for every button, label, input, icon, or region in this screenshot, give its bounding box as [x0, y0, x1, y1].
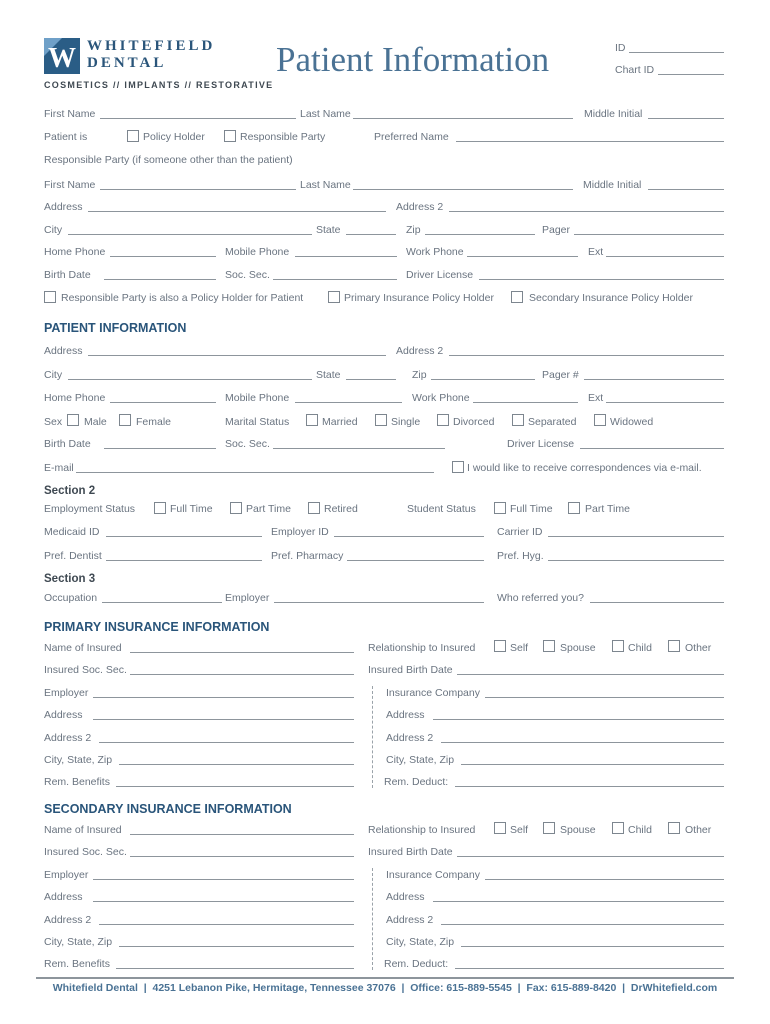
- chart-id-label: Chart ID: [615, 64, 655, 76]
- sex-label: Sex: [44, 416, 63, 428]
- pri-address-r-field[interactable]: [433, 719, 724, 720]
- employment-full-time-label: Full Time: [170, 503, 213, 515]
- brand-name-line2: DENTAL: [87, 55, 167, 71]
- rp-address2-field[interactable]: [449, 211, 724, 212]
- first-name-label: First Name: [44, 108, 96, 120]
- pt-zip-label: Zip: [412, 369, 427, 381]
- who-referred-field[interactable]: [590, 602, 724, 603]
- employment-part-time-checkbox[interactable]: [230, 502, 242, 514]
- primary-insurance-heading: PRIMARY INSURANCE INFORMATION: [44, 620, 270, 634]
- pt-pager-label: Pager #: [542, 369, 579, 381]
- pt-zip-field[interactable]: [431, 379, 535, 380]
- svg-text:W: W: [48, 43, 76, 74]
- secondary-policy-holder-checkbox[interactable]: [511, 291, 523, 303]
- male-label: Male: [84, 416, 107, 428]
- married-label: Married: [322, 416, 358, 428]
- rp-mobile-phone-label: Mobile Phone: [225, 246, 290, 258]
- pt-city-field[interactable]: [68, 379, 312, 380]
- rp-city-field[interactable]: [68, 234, 312, 235]
- first-name-field[interactable]: [100, 118, 296, 119]
- pri-relationship-label: Relationship to Insured: [368, 642, 476, 654]
- rp-soc-sec-label: Soc. Sec.: [225, 269, 270, 281]
- pt-soc-sec-field[interactable]: [273, 448, 445, 449]
- pt-birth-date-field[interactable]: [104, 448, 216, 449]
- pt-pager-field[interactable]: [584, 379, 724, 380]
- pri-other-label: Other: [685, 642, 712, 654]
- sec-relationship-label: Relationship to Insured: [368, 824, 476, 836]
- student-full-time-checkbox[interactable]: [494, 502, 506, 514]
- pt-soc-sec-label: Soc. Sec.: [225, 438, 270, 450]
- employment-part-time-label: Part Time: [246, 503, 291, 515]
- rp-birth-date-label: Birth Date: [44, 269, 91, 281]
- pri-spouse-label: Spouse: [560, 642, 596, 654]
- rp-driver-license-field[interactable]: [479, 279, 724, 280]
- patient-is-label: Patient is: [44, 131, 88, 143]
- employer-field[interactable]: [274, 602, 484, 603]
- sec-rem-deduct-label: Rem. Deduct:: [384, 958, 449, 970]
- responsible-party-note: Responsible Party (if someone other than the patient): [44, 154, 293, 166]
- policy-holder-label: Policy Holder: [143, 131, 205, 143]
- sec-insurance-company-label: Insurance Company: [386, 869, 480, 881]
- sec-other-checkbox[interactable]: [668, 822, 680, 834]
- occupation-label: Occupation: [44, 592, 98, 604]
- pref-hyg-field[interactable]: [548, 560, 724, 561]
- sec-other-label: Other: [685, 824, 712, 836]
- preferred-name-field[interactable]: [456, 141, 724, 142]
- brand-name-line1: WHITEFIELD: [87, 38, 216, 54]
- pri-spouse-checkbox[interactable]: [543, 640, 555, 652]
- sec-self-label: Self: [510, 824, 529, 836]
- sec-address-label: Address: [44, 891, 83, 903]
- occupation-field[interactable]: [102, 602, 222, 603]
- retired-checkbox[interactable]: [308, 502, 320, 514]
- employer-id-label: Employer ID: [271, 526, 329, 538]
- sec-city-state-zip-label: City, State, Zip: [44, 936, 113, 948]
- middle-initial-field[interactable]: [648, 118, 724, 119]
- pt-ext-label: Ext: [588, 392, 604, 404]
- married-checkbox[interactable]: [306, 414, 318, 426]
- sec-city-state-zip-r-field[interactable]: [461, 946, 724, 947]
- pt-address-field[interactable]: [88, 355, 386, 356]
- pri-rem-deduct-field[interactable]: [455, 786, 724, 787]
- pref-pharmacy-field[interactable]: [347, 560, 484, 561]
- single-checkbox[interactable]: [375, 414, 387, 426]
- sec-insured-soc-sec-label: Insured Soc. Sec.: [44, 846, 127, 858]
- sec-rem-benefits-label: Rem. Benefits: [44, 958, 110, 970]
- pt-city-label: City: [44, 369, 63, 381]
- pri-self-label: Self: [510, 642, 529, 654]
- pref-pharmacy-label: Pref. Pharmacy: [271, 550, 344, 562]
- pref-dentist-label: Pref. Dentist: [44, 550, 102, 562]
- pt-state-label: State: [316, 369, 341, 381]
- chart-id-field[interactable]: [658, 74, 724, 75]
- primary-policy-holder-label: Primary Insurance Policy Holder: [344, 292, 494, 304]
- rp-last-name-label: Last Name: [300, 179, 351, 191]
- pt-address2-label: Address 2: [396, 345, 444, 357]
- section-3-heading: Section 3: [44, 573, 96, 585]
- student-part-time-label: Part Time: [585, 503, 630, 515]
- pt-driver-license-label: Driver License: [507, 438, 575, 450]
- brand-tagline: COSMETICS // IMPLANTS // RESTORATIVE: [44, 80, 274, 90]
- rp-first-name-field[interactable]: [100, 189, 296, 190]
- sec-address-field[interactable]: [93, 901, 354, 902]
- pt-work-phone-label: Work Phone: [412, 392, 470, 404]
- primary-column-divider: [372, 686, 373, 788]
- sec-insured-birth-date-field[interactable]: [457, 856, 724, 857]
- pri-insured-soc-sec-field[interactable]: [130, 674, 354, 675]
- pri-insurance-company-field[interactable]: [485, 697, 724, 698]
- pri-name-of-insured-label: Name of Insured: [44, 642, 122, 654]
- pref-hyg-label: Pref. Hyg.: [497, 550, 544, 562]
- sec-insured-soc-sec-field[interactable]: [130, 856, 354, 857]
- pri-rem-benefits-label: Rem. Benefits: [44, 776, 110, 788]
- rp-middle-initial-field[interactable]: [648, 189, 724, 190]
- carrier-id-field[interactable]: [548, 536, 724, 537]
- logo-mark-icon: [44, 38, 80, 74]
- pri-address2-field[interactable]: [99, 742, 354, 743]
- pri-child-checkbox[interactable]: [612, 640, 624, 652]
- pri-address2-r-field[interactable]: [441, 742, 724, 743]
- rp-state-label: State: [316, 224, 341, 236]
- pri-insured-birth-date-field[interactable]: [457, 674, 724, 675]
- sec-child-checkbox[interactable]: [612, 822, 624, 834]
- responsible-party-checkbox[interactable]: [224, 130, 236, 142]
- rp-last-name-field[interactable]: [353, 189, 573, 190]
- preferred-name-label: Preferred Name: [374, 131, 449, 143]
- email-label: E-mail: [44, 462, 74, 474]
- employer-label: Employer: [225, 592, 270, 604]
- medicaid-id-field[interactable]: [106, 536, 262, 537]
- pt-address-label: Address: [44, 345, 83, 357]
- single-label: Single: [391, 416, 421, 428]
- pri-address2-label: Address 2: [44, 732, 92, 744]
- pt-birth-date-label: Birth Date: [44, 438, 91, 450]
- pt-mobile-phone-label: Mobile Phone: [225, 392, 290, 404]
- sec-spouse-label: Spouse: [560, 824, 596, 836]
- divorced-label: Divorced: [453, 416, 495, 428]
- id-field[interactable]: [629, 52, 724, 53]
- pri-rem-benefits-field[interactable]: [116, 786, 354, 787]
- sec-city-state-zip-field[interactable]: [119, 946, 354, 947]
- who-referred-label: Who referred you?: [497, 592, 584, 604]
- sec-rem-benefits-field[interactable]: [116, 968, 354, 969]
- pri-insurance-company-label: Insurance Company: [386, 687, 480, 699]
- pt-work-phone-field[interactable]: [473, 402, 578, 403]
- carrier-id-label: Carrier ID: [497, 526, 543, 538]
- middle-initial-label: Middle Initial: [584, 108, 643, 120]
- id-label: ID: [615, 42, 626, 54]
- sec-employer-label: Employer: [44, 869, 89, 881]
- secondary-column-divider: [372, 868, 373, 970]
- rp-address-field[interactable]: [88, 211, 386, 212]
- sec-rem-deduct-field[interactable]: [455, 968, 724, 969]
- pt-driver-license-field[interactable]: [580, 448, 724, 449]
- pri-name-of-insured-field[interactable]: [130, 652, 354, 653]
- rp-address2-label: Address 2: [396, 201, 444, 213]
- pri-employer-field[interactable]: [93, 697, 354, 698]
- rp-city-label: City: [44, 224, 63, 236]
- sec-name-of-insured-field[interactable]: [130, 834, 354, 835]
- pri-child-label: Child: [628, 642, 652, 654]
- rp-zip-field[interactable]: [425, 234, 535, 235]
- sec-address2-r-label: Address 2: [386, 914, 434, 926]
- rp-driver-license-label: Driver License: [406, 269, 474, 281]
- email-field[interactable]: [76, 472, 434, 473]
- pri-city-state-zip-field[interactable]: [119, 764, 354, 765]
- pt-address2-field[interactable]: [449, 355, 724, 356]
- pri-insured-birth-date-label: Insured Birth Date: [368, 664, 453, 676]
- pt-home-phone-field[interactable]: [110, 402, 216, 403]
- logo: [44, 38, 80, 74]
- pri-employer-label: Employer: [44, 687, 89, 699]
- sec-address2-r-field[interactable]: [441, 924, 724, 925]
- pri-insured-soc-sec-label: Insured Soc. Sec.: [44, 664, 127, 676]
- pri-city-state-zip-r-label: City, State, Zip: [386, 754, 455, 766]
- primary-policy-holder-checkbox[interactable]: [328, 291, 340, 303]
- secondary-insurance-heading: SECONDARY INSURANCE INFORMATION: [44, 802, 292, 816]
- male-checkbox[interactable]: [67, 414, 79, 426]
- rp-policy-holder-checkbox[interactable]: [44, 291, 56, 303]
- email-opt-in-label: I would like to receive correspondences via e-mail.: [467, 462, 702, 474]
- sec-child-label: Child: [628, 824, 652, 836]
- pt-state-field[interactable]: [346, 379, 396, 380]
- rp-state-field[interactable]: [346, 234, 396, 235]
- rp-mobile-phone-field[interactable]: [295, 256, 397, 257]
- widowed-label: Widowed: [610, 416, 654, 428]
- sec-self-checkbox[interactable]: [494, 822, 506, 834]
- patient-information-heading: PATIENT INFORMATION: [44, 321, 187, 335]
- rp-home-phone-label: Home Phone: [44, 246, 106, 258]
- pref-dentist-field[interactable]: [106, 560, 262, 561]
- marital-status-label: Marital Status: [225, 416, 290, 428]
- student-full-time-label: Full Time: [510, 503, 553, 515]
- pri-address-label: Address: [44, 709, 83, 721]
- rp-address-label: Address: [44, 201, 83, 213]
- secondary-policy-holder-label: Secondary Insurance Policy Holder: [529, 292, 694, 304]
- sec-address-r-field[interactable]: [433, 901, 724, 902]
- sec-address2-label: Address 2: [44, 914, 92, 926]
- pt-home-phone-label: Home Phone: [44, 392, 106, 404]
- pri-address2-r-label: Address 2: [386, 732, 434, 744]
- pt-mobile-phone-field[interactable]: [295, 402, 402, 403]
- medicaid-id-label: Medicaid ID: [44, 526, 100, 538]
- pri-self-checkbox[interactable]: [494, 640, 506, 652]
- footer-divider: [36, 977, 734, 979]
- policy-holder-checkbox[interactable]: [127, 130, 139, 142]
- pri-address-field[interactable]: [93, 719, 354, 720]
- last-name-field[interactable]: [353, 118, 573, 119]
- retired-label: Retired: [324, 503, 358, 515]
- pri-address-r-label: Address: [386, 709, 425, 721]
- page-title: Patient Information: [276, 40, 550, 79]
- female-checkbox[interactable]: [119, 414, 131, 426]
- student-status-label: Student Status: [407, 503, 476, 515]
- sec-insurance-company-field[interactable]: [485, 879, 724, 880]
- rp-soc-sec-field[interactable]: [273, 279, 397, 280]
- rp-birth-date-field[interactable]: [104, 279, 216, 280]
- widowed-checkbox[interactable]: [594, 414, 606, 426]
- separated-checkbox[interactable]: [512, 414, 524, 426]
- sec-name-of-insured-label: Name of Insured: [44, 824, 122, 836]
- sec-employer-field[interactable]: [93, 879, 354, 880]
- rp-first-name-label: First Name: [44, 179, 96, 191]
- female-label: Female: [136, 416, 172, 428]
- brand-name: [87, 38, 215, 72]
- sec-address2-field[interactable]: [99, 924, 354, 925]
- sec-address-r-label: Address: [386, 891, 425, 903]
- rp-work-phone-label: Work Phone: [406, 246, 464, 258]
- sec-city-state-zip-r-label: City, State, Zip: [386, 936, 455, 948]
- rp-home-phone-field[interactable]: [110, 256, 216, 257]
- employer-id-field[interactable]: [334, 536, 484, 537]
- pri-rem-deduct-label: Rem. Deduct:: [384, 776, 449, 788]
- employment-full-time-checkbox[interactable]: [154, 502, 166, 514]
- rp-ext-field[interactable]: [606, 256, 724, 257]
- divorced-checkbox[interactable]: [437, 414, 449, 426]
- rp-zip-label: Zip: [406, 224, 421, 236]
- rp-pager-label: Pager: [542, 224, 571, 236]
- rp-middle-initial-label: Middle Initial: [583, 179, 642, 191]
- rp-work-phone-field[interactable]: [467, 256, 578, 257]
- last-name-label: Last Name: [300, 108, 351, 120]
- rp-policy-holder-label: Responsible Party is also a Policy Holder for Patient: [61, 292, 304, 304]
- pri-city-state-zip-r-field[interactable]: [461, 764, 724, 765]
- employment-status-label: Employment Status: [44, 503, 136, 515]
- pri-other-checkbox[interactable]: [668, 640, 680, 652]
- pri-city-state-zip-label: City, State, Zip: [44, 754, 113, 766]
- email-opt-in-checkbox[interactable]: [452, 461, 464, 473]
- responsible-party-label: Responsible Party: [240, 131, 326, 143]
- sec-spouse-checkbox[interactable]: [543, 822, 555, 834]
- separated-label: Separated: [528, 416, 577, 428]
- student-part-time-checkbox[interactable]: [568, 502, 580, 514]
- section-2-heading: Section 2: [44, 485, 96, 497]
- rp-pager-field[interactable]: [574, 234, 724, 235]
- rp-ext-label: Ext: [588, 246, 604, 258]
- footer-contact: Whitefield Dental | 4251 Lebanon Pike, Hermitage, Tennessee 37076 | Office: 615-889-5545 | Fax: 615-889-8420 | DrWhitefield.com: [52, 982, 718, 994]
- sec-insured-birth-date-label: Insured Birth Date: [368, 846, 453, 858]
- pt-ext-field[interactable]: [606, 402, 724, 403]
